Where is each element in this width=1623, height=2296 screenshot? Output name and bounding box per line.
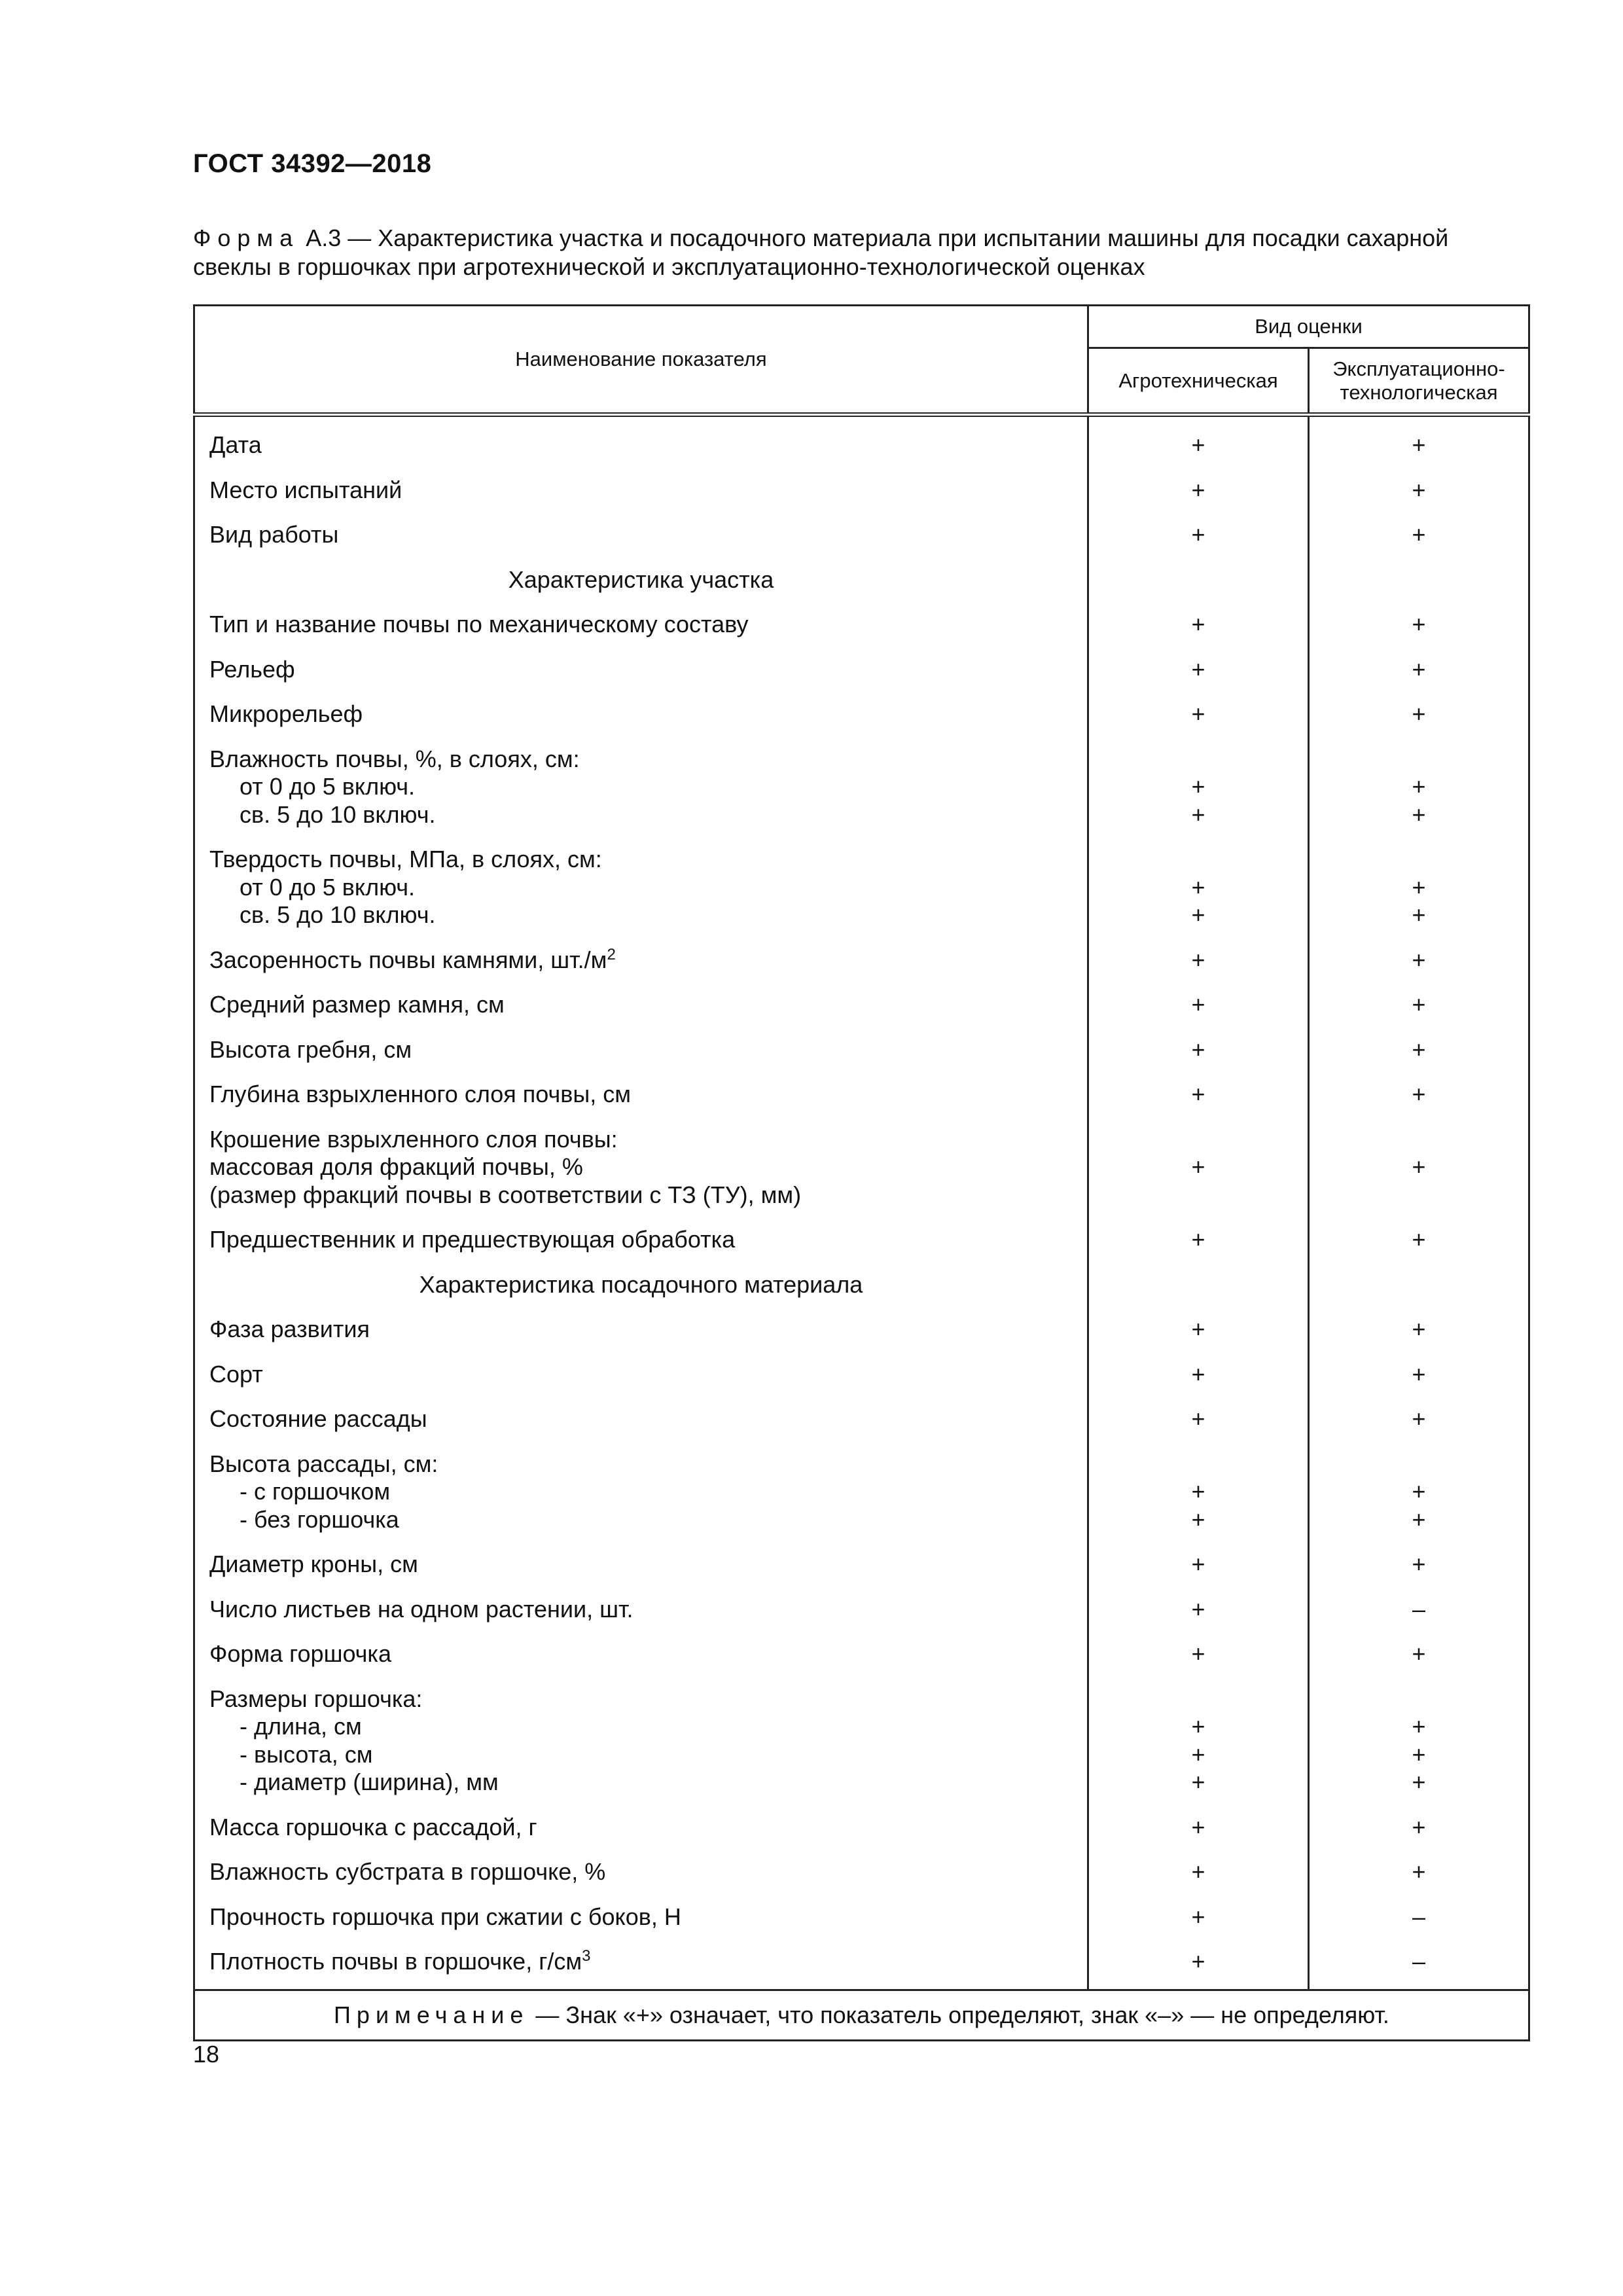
table-row [194, 1028, 1529, 1073]
agro-mark: + [1191, 1505, 1205, 1533]
exploit-mark: + [1412, 1478, 1426, 1505]
row-name: Дата [194, 415, 1088, 468]
agro-mark: + [1088, 1632, 1309, 1677]
exploit-mark: + [1412, 773, 1426, 800]
table-row [194, 1217, 1529, 1263]
section-row [194, 1263, 1529, 1308]
row-subitem: - без горшочка [240, 1505, 399, 1533]
row-name: Рельеф [194, 647, 1088, 692]
header-indicator-name: Наименование показателя [194, 306, 1088, 415]
agro-mark: + [1088, 1217, 1309, 1263]
table-row [194, 1850, 1529, 1895]
exploit-mark: + [1309, 1397, 1529, 1442]
exploit-mark: + [1309, 1805, 1529, 1850]
table-row [194, 602, 1529, 647]
exploit-mark: – [1309, 1587, 1529, 1632]
agro-mark: + [1088, 1850, 1309, 1895]
table-row [194, 415, 1529, 468]
exploit-mark: + [1309, 647, 1529, 692]
row-name: Глубина взрыхленного слоя почвы, см [194, 1072, 1088, 1117]
row-name: Фаза развития [194, 1307, 1088, 1352]
row-name: Состояние рассады [194, 1397, 1088, 1442]
agro-mark: + [1088, 1307, 1309, 1352]
exploit-mark: + [1309, 1352, 1529, 1397]
agro-mark: + [1088, 415, 1309, 468]
caption-label: Форма [193, 224, 300, 251]
agro-mark: + [1088, 1587, 1309, 1632]
table-row [194, 938, 1529, 983]
table-row [194, 1805, 1529, 1850]
characteristics-table [193, 304, 1530, 2041]
agro-mark: + [1088, 468, 1309, 513]
agro-mark: + [1088, 692, 1309, 737]
agro-mark: + [1191, 1740, 1205, 1768]
table-footer [194, 1990, 1529, 2040]
row-name: Плотность почвы в горшочке, г/см [209, 1948, 582, 1975]
agro-mark: + [1088, 1028, 1309, 1073]
header-assessment-type: Вид оценки [1088, 306, 1529, 348]
exploit-mark: + [1412, 873, 1426, 901]
exploit-mark: + [1309, 982, 1529, 1028]
agro-mark: + [1191, 800, 1205, 828]
row-subitem: - диаметр (ширина), мм [240, 1768, 499, 1795]
note-text: — Знак «+» означает, что показатель определяют, знак «–» — не определяют. [529, 2001, 1389, 2028]
note-label: Примечание [334, 2001, 529, 2028]
section-title-planting-material: Характеристика посадочного материала [194, 1263, 1088, 1308]
agro-mark: + [1191, 901, 1205, 928]
row-name: Высота рассады, см: [209, 1450, 438, 1477]
row-subitem: - высота, см [240, 1740, 373, 1768]
exploit-mark: + [1412, 800, 1426, 828]
table-row [194, 692, 1529, 737]
row-name-superscript: 3 [582, 1947, 591, 1965]
exploit-mark: + [1309, 1850, 1529, 1895]
row-name-superscript: 2 [607, 945, 616, 963]
exploit-mark: + [1412, 1768, 1426, 1795]
exploit-mark: + [1309, 938, 1529, 983]
row-subitem: от 0 до 5 включ. [240, 873, 416, 901]
row-subitem: от 0 до 5 включ. [240, 773, 416, 800]
exploit-mark: + [1309, 1217, 1529, 1263]
row-name: Тип и название почвы по механическому составу [194, 602, 1088, 647]
header-agrotechnical: Агротехническая [1088, 348, 1309, 415]
table-row [194, 468, 1529, 513]
exploit-mark: + [1412, 1505, 1426, 1533]
agro-mark: + [1191, 873, 1205, 901]
table-row [194, 1442, 1529, 1543]
page-number: 18 [193, 2041, 220, 2068]
exploit-mark: + [1309, 602, 1529, 647]
row-name: Сорт [194, 1352, 1088, 1397]
exploit-mark: + [1309, 692, 1529, 737]
table-row [194, 837, 1529, 938]
row-name: Крошение взрыхленного слоя почвы: [209, 1125, 618, 1153]
row-name: Место испытаний [194, 468, 1088, 513]
table-row [194, 1632, 1529, 1677]
row-name: Форма горшочка [194, 1632, 1088, 1677]
table-row [194, 1587, 1529, 1632]
row-subitem: св. 5 до 10 включ. [240, 901, 436, 928]
caption-text: А.3 — Характеристика участка и посадочного материала при испытании машины для посадки сахарной [306, 224, 1449, 251]
row-name: Влажность субстрата в горшочке, % [194, 1850, 1088, 1895]
table-row [194, 1352, 1529, 1397]
agro-mark: + [1088, 647, 1309, 692]
row-name-line3: (размер фракций почвы в соответствии с ТЗ (ТУ), мм) [209, 1181, 802, 1208]
exploit-mark: + [1309, 468, 1529, 513]
exploit-mark: + [1309, 1307, 1529, 1352]
standard-code: ГОСТ 34392—2018 [193, 149, 432, 178]
row-name: Влажность почвы, %, в слоях, см: [209, 745, 580, 772]
table-row [194, 512, 1529, 558]
row-name: Размеры горшочка: [209, 1685, 423, 1712]
exploit-mark: + [1412, 901, 1426, 928]
agro-mark: + [1088, 1939, 1309, 1990]
row-name: Диаметр кроны, см [194, 1542, 1088, 1587]
table-row [194, 1307, 1529, 1352]
agro-mark: + [1088, 602, 1309, 647]
agro-mark: + [1088, 1072, 1309, 1117]
table-body [194, 415, 1529, 1990]
exploit-mark: + [1309, 415, 1529, 468]
table-row [194, 1397, 1529, 1442]
row-subitem: св. 5 до 10 включ. [240, 800, 436, 828]
agro-mark: + [1088, 1542, 1309, 1587]
exploit-mark: + [1412, 1153, 1426, 1180]
exploit-mark: + [1309, 512, 1529, 558]
exploit-mark: – [1309, 1895, 1529, 1940]
agro-mark: + [1088, 1805, 1309, 1850]
agro-mark: + [1191, 1713, 1205, 1740]
row-name: Высота гребня, см [194, 1028, 1088, 1073]
row-name: Средний размер камня, см [194, 982, 1088, 1028]
caption-text-line2: свеклы в горшочках при агротехнической и эксплуатационно-технологической оценках [193, 253, 1145, 280]
table-row [194, 737, 1529, 838]
row-name-line2: массовая доля фракций почвы, % [209, 1153, 583, 1180]
agro-mark: + [1088, 1397, 1309, 1442]
header-exploit-line2: технологическая [1340, 380, 1498, 404]
row-name: Предшественник и предшествующая обработка [194, 1217, 1088, 1263]
exploit-mark: + [1309, 1072, 1529, 1117]
row-name: Число листьев на одном растении, шт. [194, 1587, 1088, 1632]
section-title-plot: Характеристика участка [194, 558, 1088, 603]
exploit-mark: – [1309, 1939, 1529, 1990]
header-operational-technological [1309, 348, 1529, 415]
agro-mark: + [1088, 1895, 1309, 1940]
exploit-mark: + [1309, 1632, 1529, 1677]
agro-mark: + [1088, 938, 1309, 983]
table-row [194, 1117, 1529, 1218]
row-name: Прочность горшочка при сжатии с боков, Н [194, 1895, 1088, 1940]
exploit-mark: + [1412, 1740, 1426, 1768]
agro-mark: + [1191, 1478, 1205, 1505]
agro-mark: + [1088, 512, 1309, 558]
row-name: Масса горшочка с рассадой, г [194, 1805, 1088, 1850]
table-row [194, 1939, 1529, 1990]
agro-mark: + [1191, 773, 1205, 800]
agro-mark: + [1088, 1352, 1309, 1397]
row-subitem: - длина, см [240, 1713, 362, 1740]
table-row [194, 1072, 1529, 1117]
row-subitem: - с горшочком [240, 1478, 391, 1505]
table-row [194, 1895, 1529, 1940]
agro-mark: + [1191, 1768, 1205, 1795]
exploit-mark: + [1412, 1713, 1426, 1740]
row-name: Микрорельеф [194, 692, 1088, 737]
table-row [194, 1677, 1529, 1805]
table-note [194, 1990, 1529, 2040]
header-exploit-line1: Эксплуатационно- [1332, 357, 1505, 380]
table-row [194, 1542, 1529, 1587]
agro-mark: + [1191, 1153, 1205, 1180]
form-caption [193, 224, 1528, 281]
table-row [194, 982, 1529, 1028]
table-header [194, 306, 1529, 415]
section-row [194, 558, 1529, 603]
agro-mark: + [1088, 982, 1309, 1028]
row-name: Твердость почвы, МПа, в слоях, см: [209, 846, 602, 872]
row-name: Засоренность почвы камнями, шт./м [209, 946, 607, 973]
exploit-mark: + [1309, 1028, 1529, 1073]
exploit-mark: + [1309, 1542, 1529, 1587]
table-row [194, 647, 1529, 692]
row-name: Вид работы [194, 512, 1088, 558]
